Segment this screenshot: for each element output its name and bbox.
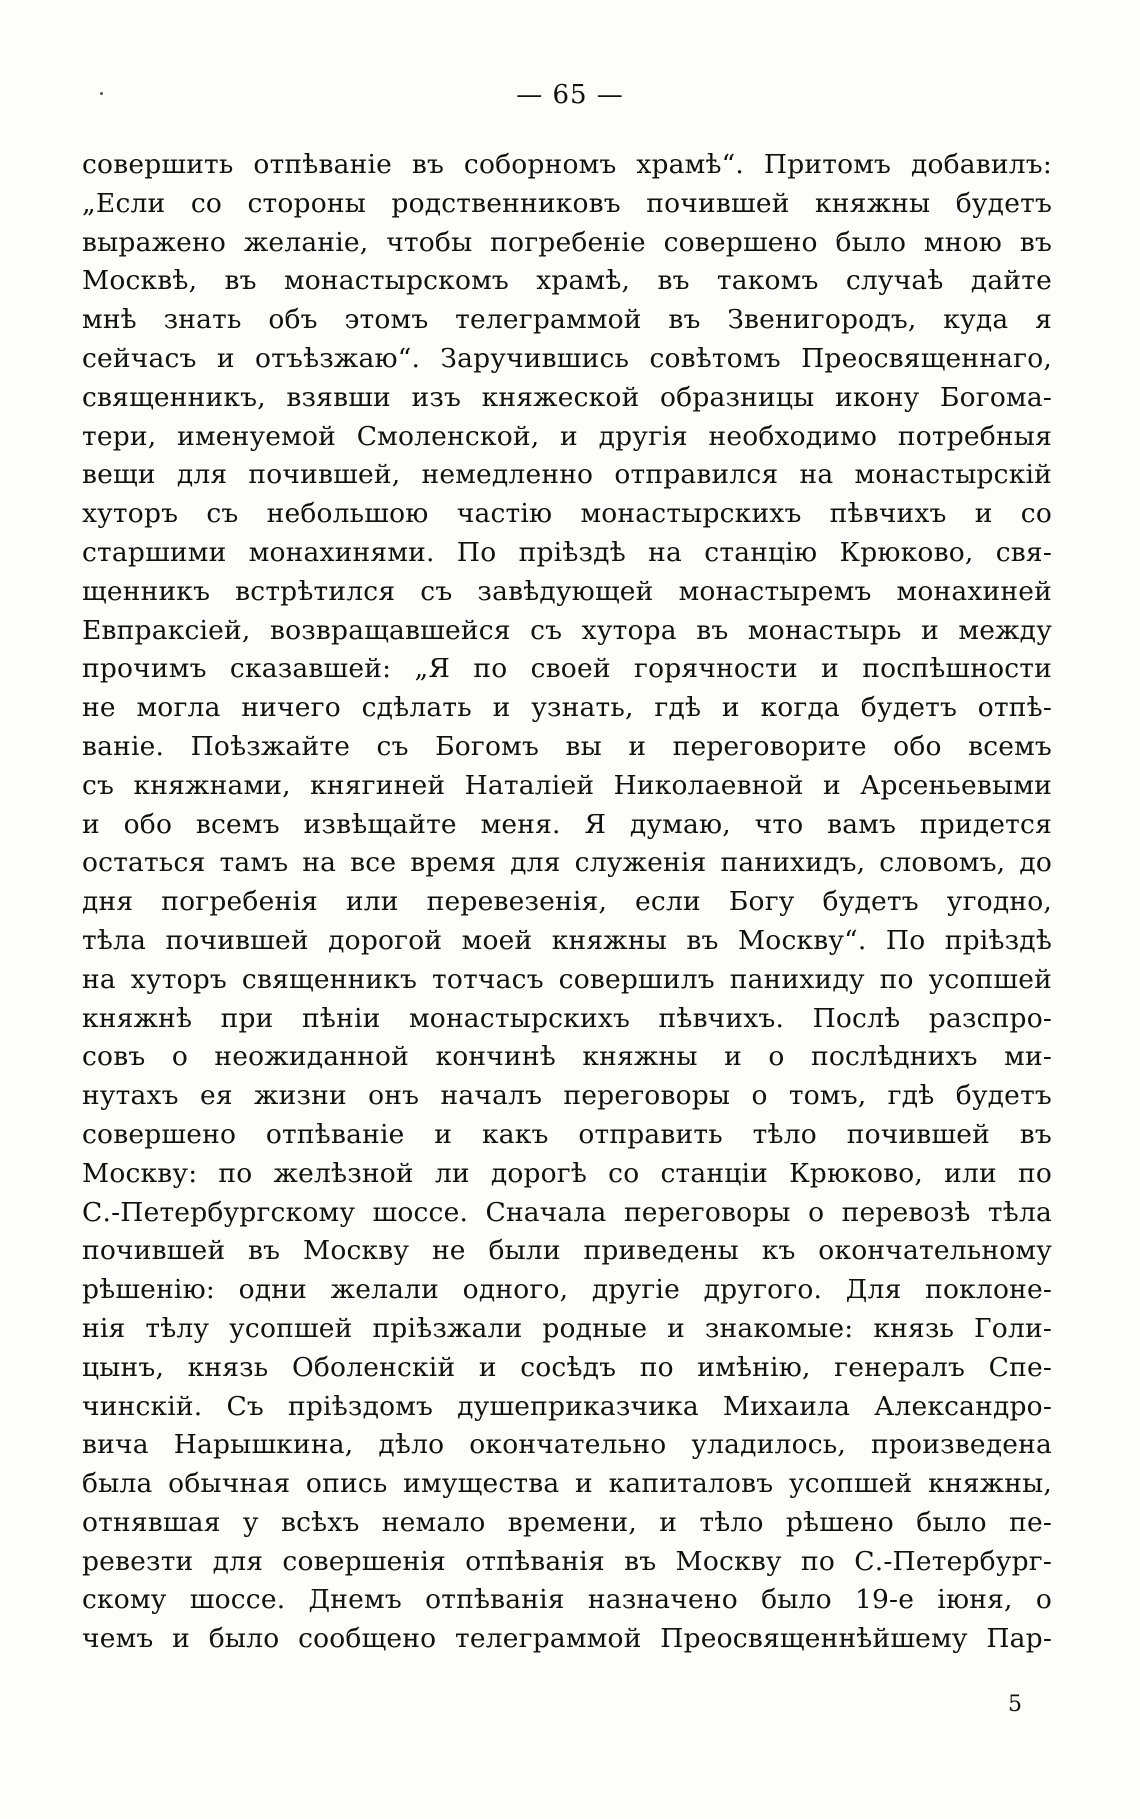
text-line: совершено отпѣваніе и какъ отправить тѣло почившей въ	[82, 1118, 1052, 1150]
text-line: чинскій. Съ пріѣздомъ душеприказчика Михаила Александро-	[82, 1390, 1052, 1422]
page-number-header: — 65 —	[516, 80, 624, 110]
text-line: щенникъ встрѣтился съ завѣдующей монастыремъ монахиней	[82, 575, 1052, 607]
text-line: и обо всемъ извѣщайте меня. Я думаю, что вамъ придется	[82, 808, 1052, 840]
text-line: была обычная опись имущества и капиталовъ усопшей княжны,	[82, 1468, 1052, 1500]
text-line: С.-Петербургскому шоссе. Сначала переговоры о перевозѣ тѣла	[82, 1196, 1052, 1228]
text-line: сейчасъ и отъѣзжаю“. Заручившись совѣтомъ Преосвященнаго,	[82, 342, 1052, 374]
text-line: на хуторъ священникъ тотчасъ совершилъ панихиду по усопшей	[82, 963, 1052, 995]
text-line: не могла ничего сдѣлать и узнать, гдѣ и когда будетъ отпѣ-	[82, 692, 1052, 724]
text-line: выражено желаніе, чтобы погребеніе совершено было мною въ	[82, 226, 1052, 258]
text-line: священникъ, взявши изъ княжеской образницы икону Богома-	[82, 381, 1052, 413]
text-line: Москву: по желѣзной ли дорогѣ со станціи Крюково, или по	[82, 1157, 1052, 1189]
text-line: съ княжнами, княгиней Наталіей Николаевной и Арсеньевыми	[82, 769, 1052, 801]
signature-mark: 5	[1008, 1692, 1022, 1717]
text-line: совершить отпѣваніе въ соборномъ храмѣ“. Притомъ добавилъ:	[82, 149, 1052, 180]
text-line: цынъ, князь Оболенскій и сосѣдъ по имѣнію, генералъ Спе-	[82, 1351, 1052, 1383]
text-line: нія тѣлу усопшей пріѣзжали родные и знакомые: князь Голи-	[82, 1312, 1052, 1344]
text-line: скому шоссе. Днемъ отпѣванія назначено было 19-е іюня, о	[82, 1584, 1052, 1616]
text-line: хуторъ съ небольшою частію монастырскихъ пѣвчихъ и со	[82, 498, 1052, 530]
text-line: Москвѣ, въ монастырскомъ храмѣ, въ такомъ случаѣ дайте	[82, 265, 1052, 297]
text-line: дня погребенія или перевезенія, если Богу будетъ угодно,	[82, 886, 1052, 918]
text-line: старшими монахинями. По пріѣздѣ на станцію Крюково, свя-	[82, 536, 1052, 568]
text-line: остаться тамъ на все время для служенія панихидъ, словомъ, до	[82, 847, 1052, 879]
text-line: отнявшая у всѣхъ немало времени, и тѣло рѣшено было пе-	[82, 1506, 1052, 1538]
text-line: нутахъ ея жизни онъ началъ переговоры о томъ, гдѣ будетъ	[82, 1080, 1052, 1112]
text-line: ревезти для совершенія отпѣванія въ Москву по С.-Петербург-	[82, 1545, 1052, 1577]
text-line: мнѣ знать объ этомъ телеграммой въ Звенигородъ, куда я	[82, 304, 1052, 336]
text-line: Евпраксіей, возвращавшейся съ хутора въ монастырь и между	[82, 614, 1052, 646]
text-line: тѣла почившей дорогой моей княжны въ Москву“. По пріѣздѣ	[82, 924, 1052, 956]
text-line: ваніе. Поѣзжайте съ Богомъ вы и переговорите обо всемъ	[82, 730, 1052, 762]
text-line: княжнѣ при пѣніи монастырскихъ пѣвчихъ. Послѣ разспро-	[82, 1002, 1052, 1034]
text-line: рѣшенію: одни желали одного, другіе другого. Для поклоне-	[82, 1274, 1052, 1306]
body-text	[82, 146, 1052, 1659]
text-line: тери, именуемой Смоленской, и другія необходимо потребныя	[82, 420, 1052, 452]
text-line: чемъ и было сообщено телеграммой Преосвященнѣйшему Пар-	[82, 1623, 1052, 1655]
text-line: „Если со стороны родственниковъ почившей княжны будетъ	[82, 187, 1052, 219]
text-line: вича Нарышкина, дѣло окончательно уладилось, произведена	[82, 1429, 1052, 1461]
text-line: почившей въ Москву не были приведены къ окончательному	[82, 1235, 1052, 1267]
text-line: вещи для почившей, немедленно отправился на монастырскій	[82, 459, 1052, 491]
text-line: прочимъ сказавшей: „Я по своей горячности и поспѣшности	[82, 653, 1052, 685]
text-line: совъ о неожиданной кончинѣ княжны и о послѣднихъ ми-	[82, 1041, 1052, 1073]
